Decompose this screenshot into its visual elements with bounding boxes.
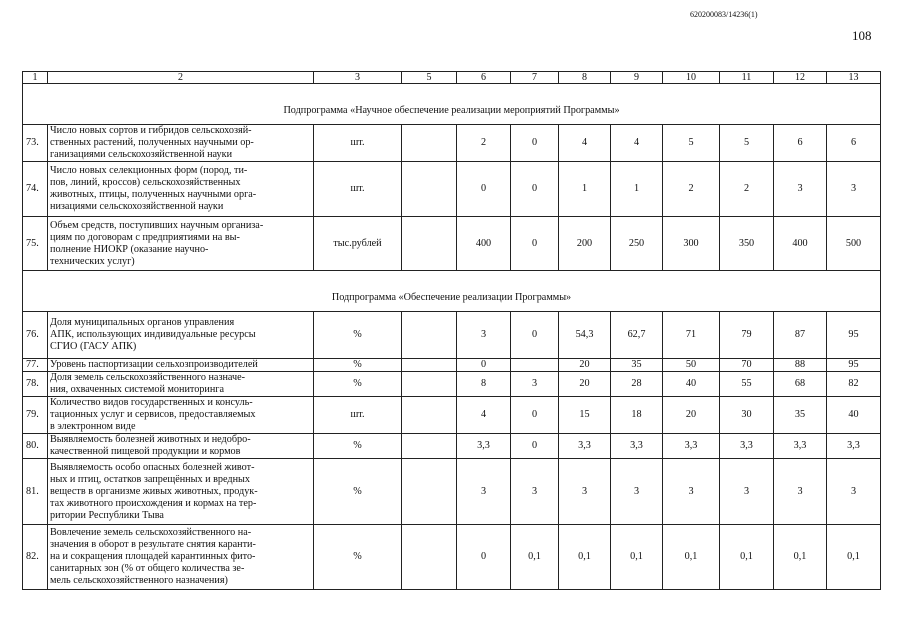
value-cell xyxy=(511,359,559,372)
indicator-name-line: мель сельскохозяйственного назначения) xyxy=(50,575,228,586)
row-number: 82. xyxy=(23,525,48,590)
value-cell: 3 xyxy=(511,459,559,525)
table-row xyxy=(23,525,881,590)
value-cell: 3,3 xyxy=(720,434,774,459)
value-cell xyxy=(402,162,457,217)
value-cell: 3,3 xyxy=(774,434,827,459)
column-header: 9 xyxy=(611,72,663,84)
indicator-name-line: полнение НИОКР (оказание научно- xyxy=(50,243,209,255)
indicator-name-line: Выявляемость болезней животных и недобро- xyxy=(50,434,251,445)
row-number: 79. xyxy=(23,397,48,434)
value-cell: 87 xyxy=(774,312,827,359)
row-number: 75. xyxy=(23,217,48,271)
value-cell: 0,1 xyxy=(511,525,559,590)
table-row xyxy=(23,125,881,162)
table-row xyxy=(23,434,881,459)
value-cell: 18 xyxy=(611,397,663,434)
column-header: 13 xyxy=(827,72,881,84)
value-cell xyxy=(402,312,457,359)
value-cell: 40 xyxy=(827,397,881,434)
value-cell: 71 xyxy=(663,312,720,359)
unit-cell: % xyxy=(314,372,402,397)
indicator-name xyxy=(48,397,314,434)
value-cell: 95 xyxy=(827,359,881,372)
unit-cell: шт. xyxy=(314,125,402,162)
value-cell: 350 xyxy=(720,217,774,271)
value-cell: 0 xyxy=(511,312,559,359)
value-cell: 3 xyxy=(611,459,663,525)
table-row xyxy=(23,459,881,525)
section-row xyxy=(23,271,881,312)
unit-cell: % xyxy=(314,459,402,525)
value-cell xyxy=(402,397,457,434)
column-header: 7 xyxy=(511,72,559,84)
indicator-name-line: Количество видов государственных и консуль- xyxy=(50,397,253,408)
unit-cell: % xyxy=(314,359,402,372)
value-cell xyxy=(402,372,457,397)
indicator-name-line: СГИО (ГАСУ АПК) xyxy=(50,341,137,352)
value-cell: 68 xyxy=(774,372,827,397)
value-cell: 95 xyxy=(827,312,881,359)
column-header: 6 xyxy=(457,72,511,84)
unit-cell: шт. xyxy=(314,397,402,434)
value-cell: 1 xyxy=(559,162,611,217)
value-cell xyxy=(402,217,457,271)
value-cell: 0,1 xyxy=(663,525,720,590)
table-row xyxy=(23,372,881,397)
row-number: 81. xyxy=(23,459,48,525)
indicator-name-line: Доля муниципальных органов управления xyxy=(50,317,235,328)
value-cell: 1 xyxy=(611,162,663,217)
column-header: 11 xyxy=(720,72,774,84)
value-cell: 0 xyxy=(511,125,559,162)
value-cell: 20 xyxy=(663,397,720,434)
value-cell: 3 xyxy=(457,312,511,359)
indicator-name-line: ганизациями сельскохозяйственной науки xyxy=(50,149,233,160)
value-cell: 0 xyxy=(457,359,511,372)
value-cell: 79 xyxy=(720,312,774,359)
value-cell: 5 xyxy=(720,125,774,162)
value-cell: 3,3 xyxy=(559,434,611,459)
indicator-name-line: Уровень паспортизации сельхозпроизводителей xyxy=(50,359,258,370)
unit-cell: шт. xyxy=(314,162,402,217)
unit-cell: % xyxy=(314,525,402,590)
indicators-table xyxy=(22,71,881,590)
value-cell: 35 xyxy=(611,359,663,372)
column-header: 1 xyxy=(23,72,48,84)
value-cell: 3 xyxy=(720,459,774,525)
value-cell: 2 xyxy=(663,162,720,217)
page-number: 108 xyxy=(852,28,872,43)
value-cell: 0,1 xyxy=(611,525,663,590)
column-header: 10 xyxy=(663,72,720,84)
unit-cell: тыс.рублей xyxy=(314,217,402,271)
indicator-name xyxy=(48,525,314,590)
section-title: Подпрограмма «Обеспечение реализации Программы» xyxy=(23,271,881,312)
indicator-name-line: Выявляемость особо опасных болезней живот- xyxy=(50,461,255,473)
indicator-name-line: на и сокращения площадей карантинных фито- xyxy=(50,551,256,562)
value-cell: 3 xyxy=(663,459,720,525)
value-cell: 70 xyxy=(720,359,774,372)
value-cell: 0 xyxy=(511,434,559,459)
indicator-name-line: тационных услуг и сервисов, предоставляемых xyxy=(50,409,256,420)
value-cell: 6 xyxy=(827,125,881,162)
indicator-name xyxy=(48,459,314,525)
indicator-name-line: АПК, использующих индивидуальные ресурсы xyxy=(50,329,256,340)
indicator-name xyxy=(48,372,314,397)
indicator-name-line: Вовлечение земель сельскохозяйственного на- xyxy=(50,527,252,538)
value-cell: 3 xyxy=(827,162,881,217)
value-cell: 6 xyxy=(774,125,827,162)
indicator-name-line: циям по договорам с предприятиями на вы- xyxy=(50,231,240,243)
indicator-name-line: ритории Республики Тыва xyxy=(50,509,164,521)
indicator-name xyxy=(48,125,314,162)
document-id: 620200083/14236(1) xyxy=(690,10,758,19)
indicator-name-line: Число новых сортов и гибридов сельскохозяй- xyxy=(50,125,252,136)
value-cell: 62,7 xyxy=(611,312,663,359)
value-cell: 0,1 xyxy=(720,525,774,590)
value-cell: 5 xyxy=(663,125,720,162)
table-row xyxy=(23,359,881,372)
value-cell xyxy=(402,525,457,590)
value-cell: 3,3 xyxy=(457,434,511,459)
value-cell: 2 xyxy=(720,162,774,217)
indicator-name-line: низациями сельскохозяйственной науки xyxy=(50,201,224,212)
unit-cell: % xyxy=(314,312,402,359)
value-cell: 250 xyxy=(611,217,663,271)
table-row xyxy=(23,217,881,271)
value-cell: 0,1 xyxy=(827,525,881,590)
value-cell: 8 xyxy=(457,372,511,397)
indicator-name xyxy=(48,359,314,372)
header-row xyxy=(23,72,881,84)
value-cell: 40 xyxy=(663,372,720,397)
indicator-name xyxy=(48,312,314,359)
value-cell: 300 xyxy=(663,217,720,271)
row-number: 73. xyxy=(23,125,48,162)
value-cell: 3 xyxy=(827,459,881,525)
indicator-name-line: ния, охваченных системой мониторинга xyxy=(50,384,225,395)
value-cell: 3,3 xyxy=(827,434,881,459)
column-header: 5 xyxy=(402,72,457,84)
value-cell: 50 xyxy=(663,359,720,372)
value-cell: 0 xyxy=(511,162,559,217)
value-cell: 4 xyxy=(559,125,611,162)
indicator-name xyxy=(48,162,314,217)
indicator-name-line: технических услуг) xyxy=(50,255,135,267)
indicator-name xyxy=(48,434,314,459)
value-cell: 0 xyxy=(511,397,559,434)
indicator-name-line: ственных растений, полученных научными ор- xyxy=(50,137,254,148)
value-cell: 88 xyxy=(774,359,827,372)
value-cell: 28 xyxy=(611,372,663,397)
indicator-name-line: веществ в организме живых животных, продук- xyxy=(50,485,258,497)
value-cell: 0 xyxy=(511,217,559,271)
value-cell: 3 xyxy=(774,162,827,217)
value-cell: 82 xyxy=(827,372,881,397)
value-cell: 20 xyxy=(559,372,611,397)
indicator-name-line: значения в оборот в результате снятия каранти- xyxy=(50,539,256,550)
value-cell: 15 xyxy=(559,397,611,434)
value-cell: 3,3 xyxy=(611,434,663,459)
value-cell: 500 xyxy=(827,217,881,271)
indicator-name-line: пов, линий, кроссов) сельскохозяйственных xyxy=(50,177,241,188)
unit-cell: % xyxy=(314,434,402,459)
indicator-name-line: Доля земель сельскохозяйственного назначе- xyxy=(50,372,246,383)
value-cell: 4 xyxy=(611,125,663,162)
indicator-name-line: тах животного происхождения и кормах на тер- xyxy=(50,497,257,509)
row-number: 80. xyxy=(23,434,48,459)
value-cell: 400 xyxy=(774,217,827,271)
column-header: 8 xyxy=(559,72,611,84)
value-cell: 4 xyxy=(457,397,511,434)
row-number: 78. xyxy=(23,372,48,397)
value-cell xyxy=(402,125,457,162)
row-number: 74. xyxy=(23,162,48,217)
value-cell: 0 xyxy=(457,162,511,217)
value-cell: 3 xyxy=(511,372,559,397)
indicator-name-line: животных, птицы, полученных научными орга- xyxy=(50,189,257,200)
row-number: 77. xyxy=(23,359,48,372)
table-row xyxy=(23,312,881,359)
indicator-name-line: в электронном виде xyxy=(50,421,136,432)
value-cell: 0 xyxy=(457,525,511,590)
value-cell xyxy=(402,459,457,525)
value-cell: 54,3 xyxy=(559,312,611,359)
value-cell: 35 xyxy=(774,397,827,434)
indicator-name-line: ных и птиц, остатков запрещённых и вредных xyxy=(50,473,250,485)
value-cell: 3,3 xyxy=(663,434,720,459)
value-cell xyxy=(402,359,457,372)
table-row xyxy=(23,397,881,434)
value-cell: 3 xyxy=(559,459,611,525)
column-header: 2 xyxy=(48,72,314,84)
value-cell: 0,1 xyxy=(774,525,827,590)
value-cell: 20 xyxy=(559,359,611,372)
column-header: 12 xyxy=(774,72,827,84)
indicator-name-line: санитарных зон (% от общего количества зе- xyxy=(50,563,245,574)
row-number: 76. xyxy=(23,312,48,359)
value-cell: 400 xyxy=(457,217,511,271)
indicator-name-line: Объем средств, поступивших научным организа- xyxy=(50,219,264,231)
indicator-name-line: Число новых селекционных форм (пород, ти- xyxy=(50,165,248,176)
column-header: 3 xyxy=(314,72,402,84)
value-cell: 30 xyxy=(720,397,774,434)
value-cell xyxy=(402,434,457,459)
section-row xyxy=(23,84,881,125)
value-cell: 3 xyxy=(457,459,511,525)
table-row xyxy=(23,162,881,217)
value-cell: 55 xyxy=(720,372,774,397)
value-cell: 2 xyxy=(457,125,511,162)
section-title: Подпрограмма «Научное обеспечение реализации мероприятий Программы» xyxy=(23,84,881,125)
value-cell: 3 xyxy=(774,459,827,525)
value-cell: 0,1 xyxy=(559,525,611,590)
indicator-name xyxy=(48,217,314,271)
indicator-name-line: качественной пищевой продукции и кормов xyxy=(50,446,241,457)
value-cell: 200 xyxy=(559,217,611,271)
